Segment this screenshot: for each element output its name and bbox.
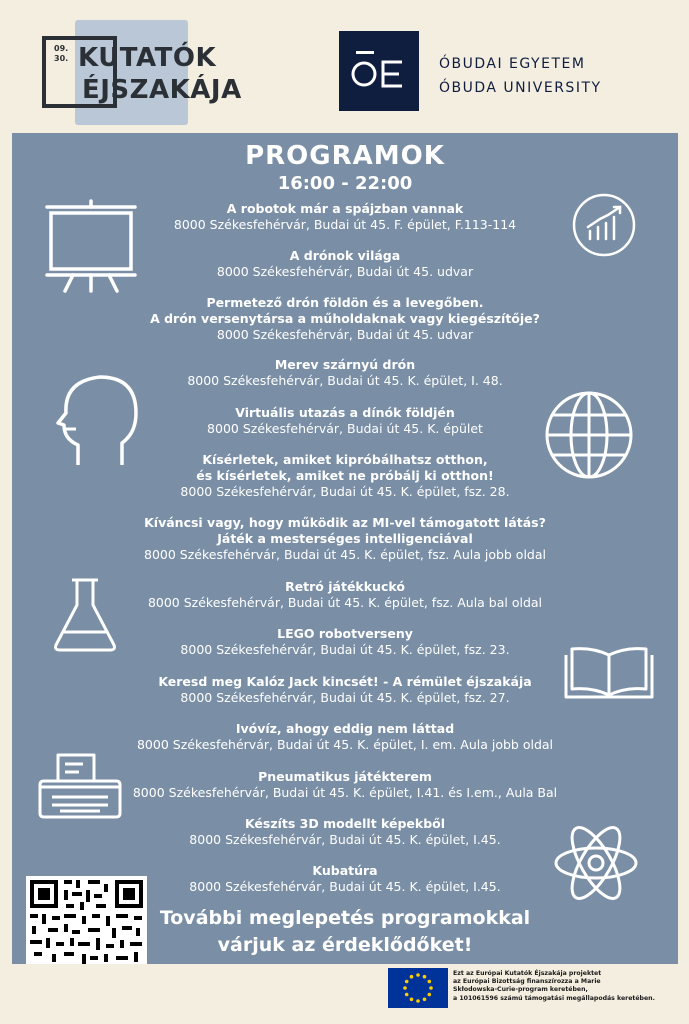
program-title: Virtuális utazás a dínók földjén [235, 405, 455, 420]
program-location: 8000 Székesfehérvár, Budai út 45. udvar [216, 264, 474, 279]
program-title: A drónok világa [289, 248, 401, 263]
growth-chart-icon [572, 193, 636, 257]
program-location: 8000 Székesfehérvár, Budai út 45. K. épület, fsz. Aula bal oldal [147, 595, 543, 610]
program-title: Ivóvíz, ahogy eddig nem láttad [235, 721, 455, 736]
eu-funding-notice: Ezt az Európai Kutatók Éjszakája projektet az Európai Bizottság finanszírozza a Marie Skłodowska-Curie-program keretében, a 101061596 számú támogatási megállapodás keretében. [453, 970, 655, 1002]
closing-message: További meglepetés programokkal várjuk az érdeklődőket! [159, 907, 531, 956]
program-item [12, 515, 678, 563]
program-title: Pneumatikus játékterem [258, 769, 432, 784]
program-location: 8000 Székesfehérvár, Budai út 45. K. épület, I.41. és I.em., Aula Bal [132, 785, 558, 800]
header [0, 0, 689, 133]
flask-icon [52, 577, 118, 653]
program-location: 8000 Székesfehérvár, Budai út 45. K. épület [207, 421, 483, 436]
page-title: PROGRAMOK [245, 141, 445, 171]
program-location: 8000 Székesfehérvár, Budai út 45. K. épület, I. 48. [187, 373, 503, 388]
program-panel [12, 133, 678, 964]
obuda-university-logo-mark [339, 31, 419, 111]
open-book-icon [564, 645, 654, 701]
program-title: A robotok már a spájzban vannak [226, 201, 464, 216]
presentation-board-icon [45, 199, 139, 295]
program-title: LEGO robotverseny [277, 626, 413, 641]
logo-line-1: KUTATÓK [78, 43, 217, 73]
program-title: Készíts 3D modellt képekből [244, 816, 446, 831]
program-location: 8000 Székesfehérvár, Budai út 45. K. épület, fsz. 23. [180, 642, 510, 657]
atom-icon [553, 818, 639, 908]
program-item [12, 295, 678, 343]
kutatok-ejszakaja-logo [42, 20, 257, 125]
program-location: 8000 Székesfehérvár, Budai út 45. K. épület, fsz. 28. [180, 484, 510, 499]
program-title: Kubatúra [312, 863, 378, 878]
logo-line-2: ÉJSZAKÁJA [82, 75, 242, 105]
program-title: Permetező drón földön és a levegőben. A drón versenytársa a műholdaknak vagy kiegészítője? [150, 295, 540, 326]
typewriter-icon [38, 753, 122, 819]
logo-date: 09. 30. [54, 44, 69, 63]
program-location: 8000 Székesfehérvár, Budai út 45. udvar [216, 327, 474, 342]
program-location: 8000 Székesfehérvár, Budai út 45. K. épület, I.45. [189, 879, 501, 894]
program-location: 8000 Székesfehérvár, Budai út 45. K. épület, I.45. [189, 832, 501, 847]
program-title: Keresd meg Kalóz Jack kincsét! - A rémület éjszakája [158, 674, 532, 689]
university-name-en: ÓBUDA UNIVERSITY [439, 80, 602, 96]
program-location: 8000 Székesfehérvár, Budai út 45. K. épület, I. em. Aula jobb oldal [136, 737, 554, 752]
program-location: 8000 Székesfehérvár, Budai út 45. F. épület, F.113-114 [173, 217, 517, 232]
obuda-university-name [439, 52, 602, 100]
program-location: 8000 Székesfehérvár, Budai út 45. K. épület, fsz. Aula jobb oldal [144, 547, 546, 562]
program-title: Kísérletek, amiket kipróbálhatsz otthon, és kísérletek, amiket ne próbálj ki otthon! [196, 452, 494, 483]
program-title: Kíváncsi vagy, hogy működik az MI-vel támogatott látás? Játék a mesterséges intelligenciával [144, 515, 546, 546]
globe-icon [543, 389, 635, 481]
time-range: 16:00 - 22:00 [277, 173, 413, 194]
program-title: Retró játékkuckó [285, 579, 405, 594]
program-location: 8000 Székesfehérvár, Budai út 45. K. épület, fsz. 27. [180, 690, 510, 705]
program-item [12, 721, 678, 753]
human-head-icon [56, 373, 140, 469]
eu-flag-icon [388, 968, 448, 1008]
university-name-hu: ÓBUDAI EGYETEM [439, 56, 586, 72]
program-title: Merev szárnyú drón [274, 357, 416, 372]
